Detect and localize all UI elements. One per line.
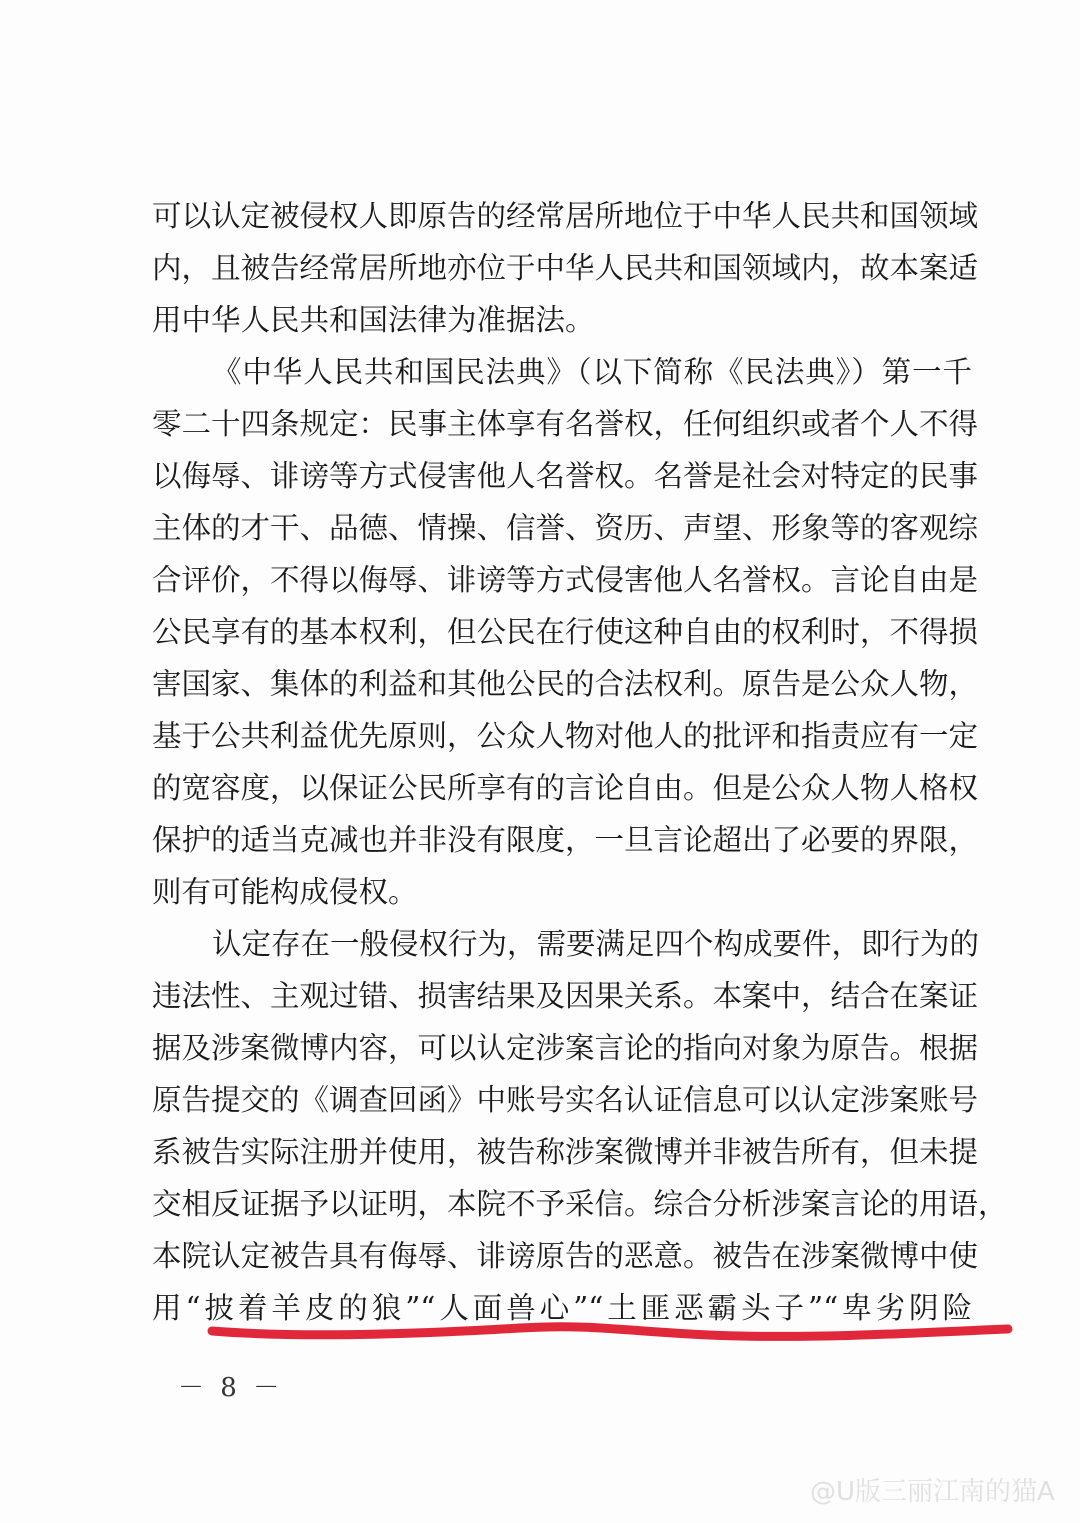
text-line-20: 交相反证据予以证明，本院不予采信。综合分析涉案言论的用语， [152, 1187, 1008, 1221]
text-line-19: 系被告实际注册并使用，被告称涉案微博并非被告所有，但未提 [152, 1135, 979, 1169]
text-line-17: 据及涉案微博内容，可以认定涉案言论的指向对象为原告。根据 [152, 1031, 979, 1065]
text-line-16: 违法性、主观过错、损害结果及因果关系。本案中，结合在案证 [152, 979, 979, 1013]
text-line-15: 认定存在一般侵权行为，需要满足四个构成要件，即行为的 [212, 927, 980, 961]
text-line-2: 内，且被告经常居所地亦位于中华人民共和国领域内，故本案适 [152, 251, 979, 285]
text-line-6: 以侮辱、诽谤等方式侵害他人名誉权。名誉是社会对特定的民事 [152, 459, 979, 493]
text-line-10: 害国家、集体的利益和其他公民的合法权利。原告是公众人物， [152, 667, 979, 701]
text-line-11: 基于公共利益优先原则，公众人物对他人的批评和指责应有一定 [152, 719, 979, 753]
text-line-8: 合评价，不得以侮辱、诽谤等方式侵害他人名誉权。言论自由是 [152, 563, 979, 597]
text-line-14: 则有可能构成侵权。 [152, 875, 418, 909]
text-line-12: 的宽容度，以保证公民所享有的言论自由。但是公众人物人格权 [152, 771, 979, 805]
page-number: － 8 － [178, 1373, 284, 1403]
text-line-1: 可以认定被侵权人即原告的经常居所地位于中华人民共和国领域 [152, 199, 979, 233]
text-line-7: 主体的才干、品德、情操、信誉、资历、声望、形象等的客观综 [152, 511, 979, 545]
text-line-4: 《中华人民共和国民法典》（以下简称《民法典》）第一千 [212, 355, 972, 389]
text-line-21: 本院认定被告具有侮辱、诽谤原告的恶意。被告在涉案微博中使 [152, 1239, 979, 1273]
watermark-text: @U版三丽江南的猫A [810, 1477, 1055, 1507]
text-line-5: 零二十四条规定：民事主体享有名誉权，任何组织或者个人不得 [152, 407, 979, 441]
text-line-18: 原告提交的《调查回函》中账号实名认证信息可以认定涉案账号 [152, 1083, 979, 1117]
text-line-3: 用中华人民共和国法律为准据法。 [152, 303, 595, 337]
text-line-13: 保护的适当克减也并非没有限度，一旦言论超出了必要的界限， [152, 823, 979, 857]
text-line-22: 用“披着羊皮的狼”“人面兽心”“土匪恶霸头子”“卑劣阴险 [152, 1291, 972, 1325]
text-line-9: 公民享有的基本权利，但公民在行使这种自由的权利时，不得损 [152, 615, 979, 649]
